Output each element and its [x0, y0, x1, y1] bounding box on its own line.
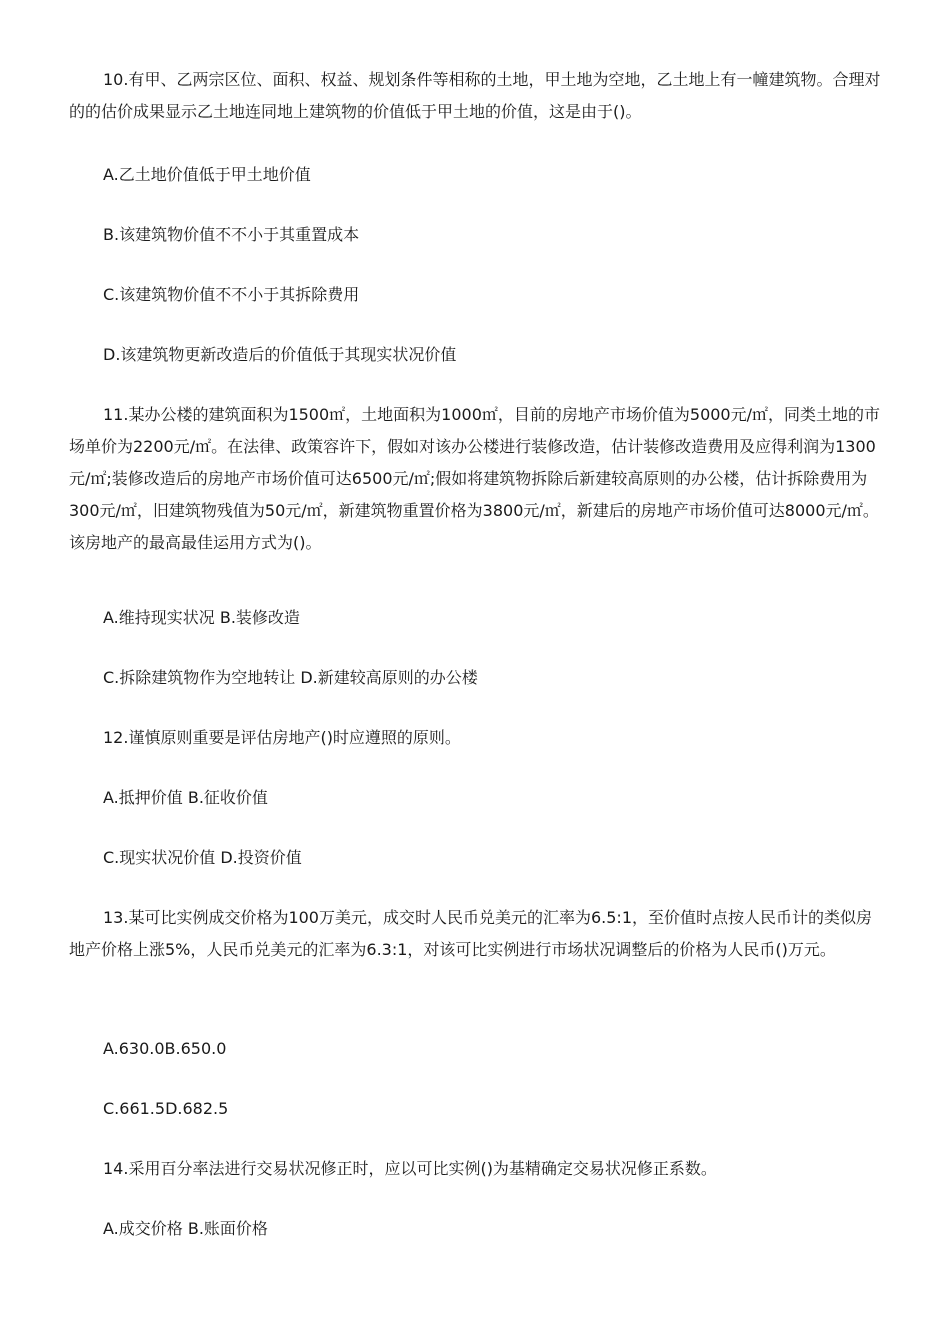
question-13-options-ab: A.630.0B.650.0 — [103, 1039, 227, 1058]
question-12-options-ab: A.抵押价值 B.征收价值 — [103, 788, 268, 807]
question-13-options-cd: C.661.5D.682.5 — [103, 1099, 229, 1118]
question-10-option-a: A.乙土地价值低于甲土地价值 — [103, 165, 311, 184]
question-12-stem: 12.谨慎原则重要是评估房地产()时应遵照的原则。 — [103, 728, 461, 747]
question-10-option-d: D.该建筑物更新改造后的价值低于其现实状况价值 — [103, 345, 457, 364]
question-10-stem: 10.有甲、乙两宗区位、面积、权益、规划条件等相称的土地，甲土地为空地，乙土地上有一幢建筑物。合理对的的估价成果显示乙土地连同地上建筑物的价值低于甲土地的价值，这是由于()。 — [69, 70, 881, 121]
question-11-options-cd: C.拆除建筑物作为空地转让 D.新建较高原则的办公楼 — [103, 668, 478, 687]
question-11-options-ab: A.维持现实状况 B.装修改造 — [103, 608, 300, 627]
question-14-options-ab: A.成交价格 B.账面价格 — [103, 1219, 268, 1238]
question-12-options-cd: C.现实状况价值 D.投资价值 — [103, 848, 302, 867]
question-14-stem: 14.采用百分率法进行交易状况修正时，应以可比实例()为基精确定交易状况修正系数。 — [103, 1159, 717, 1178]
question-10-option-b: B.该建筑物价值不不小于其重置成本 — [103, 225, 360, 244]
question-13-stem: 13.某可比实例成交价格为100万美元，成交时人民币兑美元的汇率为6.5:1，至价值时点按人民币计的类似房地产价格上涨5%，人民币兑美元的汇率为6.3:1，对该可比实例进行市场状况调整后的价格为人民币()万元。 — [69, 908, 873, 959]
question-11-stem: 11.某办公楼的建筑面积为1500㎡，土地面积为1000㎡，目前的房地产市场价值为5000元/㎡，同类土地的市场单价为2200元/㎡。在法律、政策容许下，假如对该办公楼进行装修改造，估计装修改造费用及应得利润为1300元/㎡;装修改造后的房地产市场价值可达6500元/㎡;假如将建筑物拆除后新建较高原则的办公楼，估计拆除费用为300元/㎡，旧建筑物残值为50元/㎡，新建筑物重置价格为3800元/㎡，新建后的房地产市场价值可达8000元/㎡。该房地产的最高最佳运用方式为()。 — [69, 405, 880, 552]
question-10-option-c: C.该建筑物价值不不小于其拆除费用 — [103, 285, 360, 304]
